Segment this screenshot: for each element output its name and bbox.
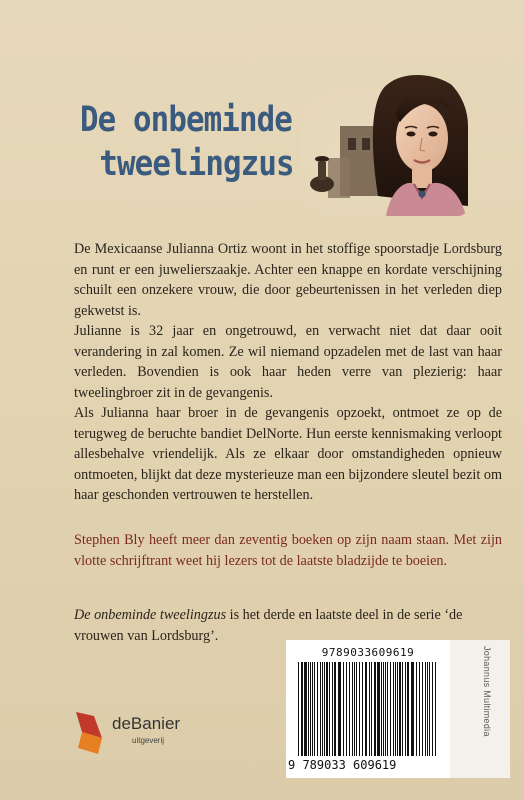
barcode-bar [425, 662, 426, 756]
publisher-name-main: Banier [130, 714, 181, 733]
barcode-bar [298, 662, 299, 756]
barcode-bar [317, 662, 318, 756]
blurb-paragraph-1: De Mexicaanse Julianna Ortiz woont in het stoffige spoorstadje Lordsburg en runt er een juwelierszaakje. Achter een knappe en kordate verschijning schuilt een onzekere vrouw, die door gebeurtenissen in het verleden diep gekwetst is. [74, 241, 502, 319]
barcode-bar [332, 662, 333, 756]
barcode-bar [402, 662, 403, 756]
barcode-bar [320, 662, 321, 756]
cover-portrait-image [300, 66, 468, 216]
barcode-bar [356, 662, 357, 756]
barcode-bar [312, 662, 313, 756]
book-title [80, 98, 294, 186]
barcode-bar [399, 662, 401, 756]
barcode-bar [383, 662, 384, 756]
barcode-bar [304, 662, 307, 756]
publisher-name [112, 714, 180, 734]
barcode-bar [397, 662, 398, 756]
barcode-bar [422, 662, 423, 756]
barcode-bar [429, 662, 430, 756]
barcode-bar [395, 662, 396, 756]
barcode-bar [354, 662, 355, 756]
isbn-number-top: 9789033609619 [321, 646, 415, 659]
barcode-bar [393, 662, 394, 756]
barcode-bar [419, 662, 420, 756]
barcode-bar [301, 662, 303, 756]
barcode-bar [432, 662, 433, 756]
barcode-bar [435, 662, 436, 756]
barcode-bar [385, 662, 386, 756]
barcode-bar [405, 662, 406, 756]
woman-portrait-illustration [300, 66, 468, 216]
barcode-bar [381, 662, 382, 756]
blurb-paragraph-2: Julianne is 32 jaar en ongetrouwd, en verwacht niet dat daar ooit verandering in zal komen. Ze wil niemand opzadelen met de last van haar verleden. Bovendien is ook haar heden verre van plezierig: haar tweelingbroer zit in de gevangenis. [74, 323, 502, 401]
banier-flag-icon [72, 708, 112, 758]
barcode-bars [298, 662, 438, 756]
barcode-bar [346, 662, 347, 756]
barcode-bar [324, 662, 325, 756]
barcode-bar [343, 662, 344, 756]
barcode-bar [329, 662, 330, 756]
barcode-bar [310, 662, 311, 756]
distributor-sticker [450, 640, 510, 778]
barcode-bar [349, 662, 350, 756]
barcode-bar [352, 662, 353, 756]
barcode-bar [365, 662, 367, 756]
barcode-bar [334, 662, 336, 756]
blurb-text [74, 239, 502, 506]
barcode-bar [390, 662, 391, 756]
barcode-bar [371, 662, 372, 756]
barcode-bar [374, 662, 376, 756]
publisher-name-prefix: de [112, 714, 131, 733]
barcode-bar [359, 662, 360, 756]
barcode-bar [427, 662, 428, 756]
series-book-title: De onbeminde tweelingzus [74, 607, 227, 623]
isbn-barcode [286, 640, 450, 778]
barcode-bar [377, 662, 380, 756]
barcode-bar [308, 662, 309, 756]
barcode-bar [322, 662, 323, 756]
barcode-bar [326, 662, 328, 756]
title-line-1: De onbeminde [80, 100, 292, 140]
barcode-bar [338, 662, 341, 756]
barcode-bar [387, 662, 388, 756]
sticker-label: Johannus Multimedia [482, 646, 492, 737]
barcode-bar [369, 662, 370, 756]
barcode-bar [314, 662, 315, 756]
publisher-subtitle: uitgeverij [132, 736, 165, 745]
blurb-paragraph-3: Als Julianna haar broer in de gevangenis opzoekt, ontmoet ze op de terugweg de beruchte bandiet DelNorte. Hun eerste kennismaking verloopt allesbehalve vriendelijk. Als ze elkaar door omstandigheden opnieuw ontmoeten, blijkt dat deze mysterieuze man een bijzondere sleutel bezit om haar geschonden vertrouwen te herstellen. [74, 405, 502, 503]
title-line-2: tweelingzus [99, 144, 294, 184]
barcode-bar [362, 662, 363, 756]
barcode-bar [407, 662, 409, 756]
isbn-number-bottom: 9 789033 609619 [288, 758, 397, 772]
publisher-logo [72, 708, 202, 758]
barcode-bar [411, 662, 414, 756]
series-note-text: is het derde en laatste deel in de serie ‘de vrouwen van Lordsburg’. [74, 607, 463, 644]
author-note: Stephen Bly heeft meer dan zeventig boeken op zijn naam staan. Met zijn vlotte schrijftrant weet hij lezers tot de laatste bladzijde te boeien. [74, 532, 502, 569]
barcode-bar [416, 662, 417, 756]
